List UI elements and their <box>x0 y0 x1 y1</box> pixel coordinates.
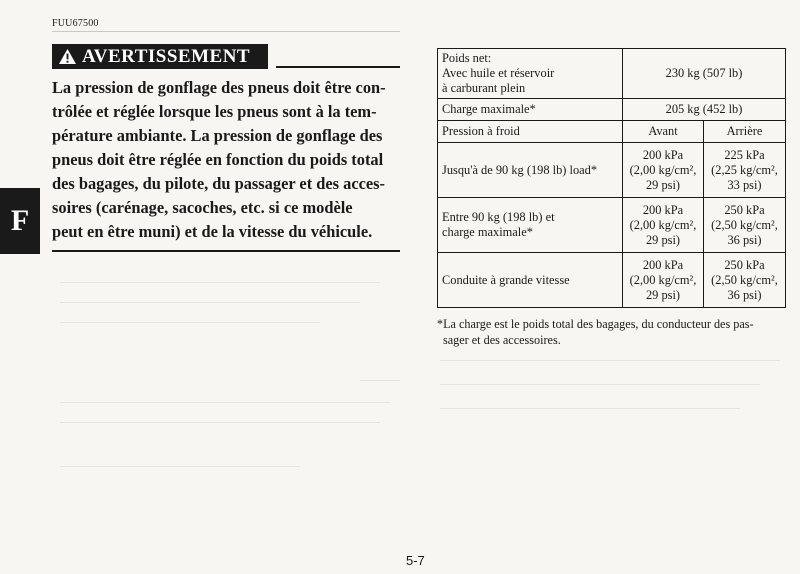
load-condition-label: Entre 90 kg (198 lb) et charge maximale* <box>438 198 623 253</box>
table-footnote <box>437 316 789 348</box>
footnote-line: sager et des accessoires. <box>443 333 561 347</box>
language-tab-letter: F <box>10 204 30 237</box>
max-load-label: Charge maximale* <box>438 99 623 121</box>
warning-text-line: trôlée et réglée lorsque les pneus sont à la tem- <box>52 102 377 121</box>
max-load-value: 205 kg (452 lb) <box>623 99 786 121</box>
warning-text-line: La pression de gonflage des pneus doit être con- <box>52 78 386 97</box>
table-row <box>438 143 786 198</box>
bleed-through-line <box>360 380 400 381</box>
bleed-through-line <box>60 466 300 467</box>
warning-end-rule <box>52 250 400 252</box>
bleed-through-line <box>60 322 320 323</box>
cold-pressure-label: Pression à froid <box>438 121 623 143</box>
table-row <box>438 253 786 308</box>
front-pressure-value: 200 kPa (2,00 kg/cm², 29 psi) <box>623 198 704 253</box>
warning-text-line: pneus doit être réglée en fonction du poids total <box>52 150 384 169</box>
bleed-through-line <box>60 402 390 403</box>
section-code: FUU67500 <box>52 18 99 29</box>
warning-text-line: des bagages, du pilote, du passager et des acces- <box>52 174 385 193</box>
front-pressure-value: 200 kPa (2,00 kg/cm², 29 psi) <box>623 143 704 198</box>
rear-pressure-value: 250 kPa (2,50 kg/cm², 36 psi) <box>704 253 786 308</box>
bleed-through-line <box>440 384 760 385</box>
warning-text-line: peut en être muni) et de la vitesse du véhicule. <box>52 222 373 241</box>
warning-title: AVERTISSEMENT <box>82 45 251 67</box>
rear-column-header: Arrière <box>704 121 786 143</box>
warning-triangle-icon <box>58 48 77 65</box>
warning-text <box>52 76 400 244</box>
tire-pressure-table <box>437 48 786 308</box>
warning-banner <box>52 44 268 69</box>
warning-text-line: pérature ambiante. La pression de gonflage des <box>52 126 383 145</box>
warning-text-line: soires (carénage, sacoches, etc. si ce modèle <box>52 198 353 217</box>
table-row <box>438 198 786 253</box>
page-number: 5-7 <box>406 553 425 568</box>
header-divider <box>52 31 400 32</box>
bleed-through-line <box>440 360 780 361</box>
front-pressure-value: 200 kPa (2,00 kg/cm², 29 psi) <box>623 253 704 308</box>
net-weight-label: Poids net: Avec huile et réservoir à carburant plein <box>438 49 623 99</box>
bleed-through-line <box>60 422 380 423</box>
rear-pressure-value: 250 kPa (2,50 kg/cm², 36 psi) <box>704 198 786 253</box>
table-row <box>438 49 786 99</box>
front-column-header: Avant <box>623 121 704 143</box>
load-condition-label: Conduite à grande vitesse <box>438 253 623 308</box>
net-weight-value: 230 kg (507 lb) <box>623 49 786 99</box>
rear-pressure-value: 225 kPa (2,25 kg/cm², 33 psi) <box>704 143 786 198</box>
table-row <box>438 99 786 121</box>
bleed-through-line <box>60 302 360 303</box>
table-row <box>438 121 786 143</box>
load-condition-label: Jusqu'à de 90 kg (198 lb) load* <box>438 143 623 198</box>
bleed-through-line <box>440 408 740 409</box>
bleed-through-line <box>60 282 380 283</box>
footnote-line: *La charge est le poids total des bagages, du conducteur des pas- <box>437 317 754 331</box>
warning-title-rule <box>276 66 400 68</box>
language-tab <box>0 188 40 254</box>
